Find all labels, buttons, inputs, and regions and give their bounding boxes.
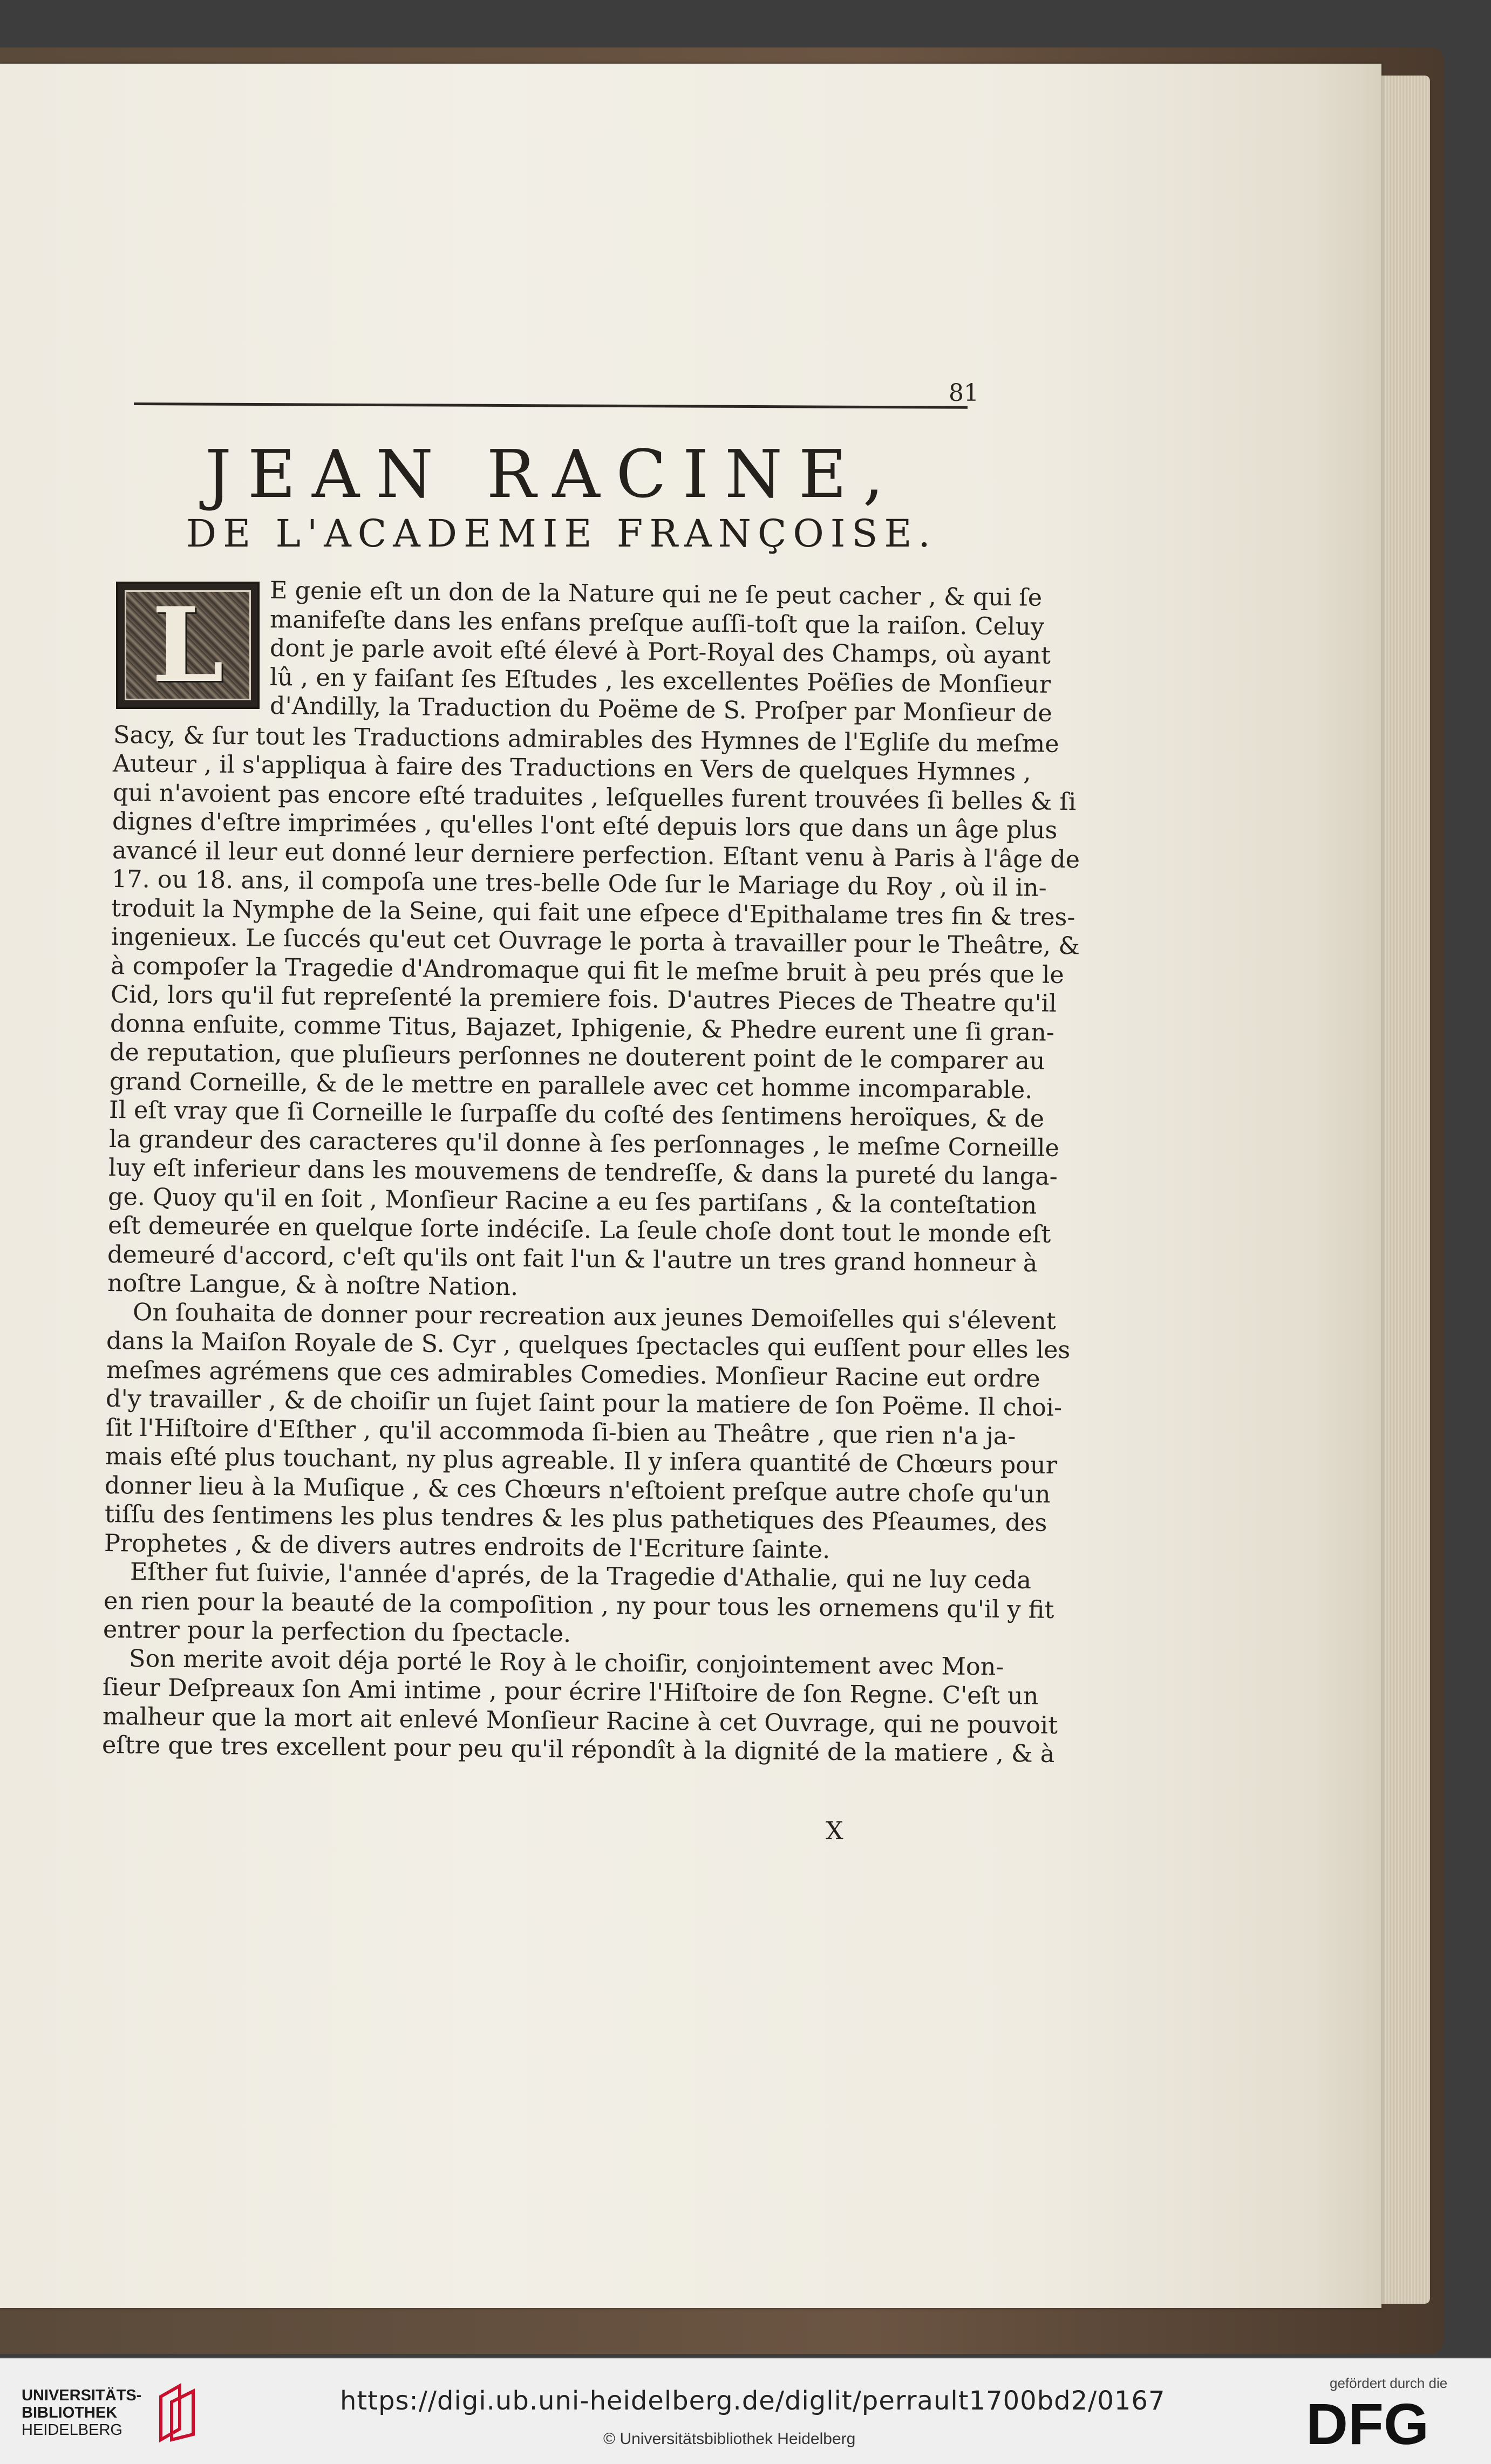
text-line: de reputation, que pluſieurs perſonnes ne douterent point de le comparer au [109,1039,1045,1075]
page-url-link[interactable]: https://digi.ub.uni-heidelberg.de/diglit/perrault1700bd2/0167 [340,2386,1166,2416]
text-line: meſmes agrémens que ces admirables Comedies. Monſieur Racine eut ordre [106,1356,1040,1393]
library-logo-text [22,2387,141,2439]
footer-bar [0,2358,1491,2464]
text-line: mais eſté plus touchant, ny plus agreable. Il y inſera quantité de Chœurs pour [105,1443,1058,1479]
text-line: Eſther fut ſuivie, l'année d'aprés, de la Tragedie d'Athalie, qui ne luy ceda [130,1558,1032,1595]
text-line: entrer pour la perfection du ſpectacle. [103,1616,571,1648]
text-line: Auteur , il s'appliqua à faire des Traductions en Vers de quelques Hymnes , [112,750,1031,787]
text-line: dans la Maiſon Royale de S. Cyr , quelques ſpectacles qui euſſent pour elles les [106,1327,1071,1364]
text-line: E genie eſt un don de la Nature qui ne ſe peut cacher , & qui ſe [269,577,1043,612]
text-line: Prophetes , & de divers autres endroits de l'Ecriture ſainte. [104,1529,830,1564]
decorated-initial [116,582,260,709]
text-line: lû , en y faiſant ſes Eſtudes , les excellentes Poëſies de Monſieur [269,663,1051,699]
text-line: manifeſte dans les enfans preſque auſſi-toſt que la raiſon. Celuy [269,605,1045,641]
library-name-line2: BIBLIOTHEK [22,2404,118,2421]
text-line: ge. Quoy qu'il en ſoit , Monſieur Racine a eu ſes partiſans , & la conteſtation [107,1183,1037,1220]
text-line: la grandeur des caracteres qu'il donne à ſes perſonnages , le meſme Corneille [108,1125,1060,1162]
text-line: d'y travailler , & de choiſir un ſujet ſaint pour la matiere de ſon Poëme. Il choi- [105,1385,1063,1422]
text-line: On ſouhaita de donner pour recreation aux jeunes Demoiſelles qui s'élevent [132,1298,1056,1335]
page-subtitle: DE L'ACADEMIE FRANÇOISE. [186,511,937,556]
text-line: grand Corneille, & de le mettre en parallele avec cet homme incomparable. [109,1067,1033,1104]
text-line: ingenieux. Le ſuccés qu'eut cet Ouvrage le porta à travailler pour le Theâtre, & [111,923,1080,960]
dfg-logo [1306,2397,1468,2451]
text-line: Son merite avoit déja porté le Roy à le choiſir, conjointement avec Mon- [128,1644,1004,1681]
text-line: troduit la Nymphe de la Seine, qui fait une eſpece d'Epithalame tres fin & tres- [111,894,1075,931]
funded-by-text: gefördert durch die [1330,2375,1448,2391]
initial-letter: L [152,585,224,705]
text-line: dignes d'eſtre imprimées , qu'elles l'ont eſté depuis lors que dans un âge plus [112,808,1058,844]
svg-text:DFG: DFG [1306,2397,1429,2451]
page-number: 81 [949,379,979,407]
book-page [0,64,1381,2308]
text-line: Sacy, & ſur tout les Traductions admirables des Hymnes de l'Egliſe du meſme [113,721,1059,758]
copyright-text: © Universitätsbibliothek Heidelberg [603,2430,856,2448]
running-head-rule [134,402,968,409]
text-line: Cid, lors qu'il fut repreſenté la premiere fois. D'autres Pieces de Theatre qu'il [110,981,1057,1018]
library-name-line3: HEIDELBERG [22,2421,122,2439]
library-logo-icon [150,2380,204,2445]
text-line: avancé il leur eut donné leur derniere perfection. Eſtant venu à Paris à l'âge de [112,836,1080,873]
text-line: donna enſuite, comme Titus, Bajazet, Iphigenie, & Phedre eurent une ſi gran- [110,1009,1055,1047]
text-line: Il eſt vray que ſi Corneille le ſurpaſſe du coſté des ſentimens heroïques, & de [108,1096,1045,1133]
text-line: à compoſer la Tragedie d'Andromaque qui fit le meſme bruit à peu prés que le [110,952,1064,989]
text-line: ſit l'Hiſtoire d'Eſther , qu'il accommoda ſi-bien au Theâtre , que rien n'a ja- [105,1414,1016,1450]
text-line: demeuré d'accord, c'eſt qu'ils ont fait l'un & l'autre un tres grand honneur à [107,1240,1038,1278]
signature-mark: X [826,1816,843,1845]
text-line: dont je parle avoit eſté élevé à Port-Royal des Champs, où ayant [269,634,1051,670]
text-line: eſtre que tres excellent pour peu qu'il répondît à la dignité de la matiere , & à [101,1731,1055,1768]
text-line: 17. ou 18. ans, il compoſa une tres-belle Ode ſur le Mariage du Roy , où il in- [111,865,1047,902]
text-line: d'Andilly, la Traduction du Poëme de S. Proſper par Monſieur de [269,692,1053,727]
page-title: JEAN RACINE, [205,436,900,513]
text-line: ſieur Deſpreaux ſon Ami intime , pour écrire l'Hiſtoire de ſon Regne. C'eſt un [102,1674,1039,1710]
text-line: tiſſu des ſentimens les plus tendres & les plus pathetiques des Pſeaumes, des [104,1500,1047,1537]
library-name-line1: UNIVERSITÄTS- [22,2387,142,2404]
text-line: qui n'avoient pas encore eſté traduites , leſquelles furent trouvées ſi belles & ſi [112,779,1077,816]
text-line: luy eſt inferieur dans les mouvemens de tendreſſe, & dans la pureté du langa- [108,1154,1058,1191]
text-line: en rien pour la beauté de la compoſition , ny pour tous les ornemens qu'il y fit [103,1587,1054,1624]
text-line: noſtre Langue, & à noſtre Nation. [107,1269,519,1301]
initial-ornament [125,585,251,705]
text-line: donner lieu à la Muſique , & ces Chœurs n'eſtoient preſque autre choſe qu'un [104,1471,1051,1509]
text-line: malheur que la mort ait enlevé Monſieur Racine à cet Ouvrage, qui ne pouvoit [102,1702,1058,1739]
text-line: eſt demeurée en quelque ſorte indéciſe. La ſeule choſe dont tout le monde eſt [107,1212,1051,1248]
